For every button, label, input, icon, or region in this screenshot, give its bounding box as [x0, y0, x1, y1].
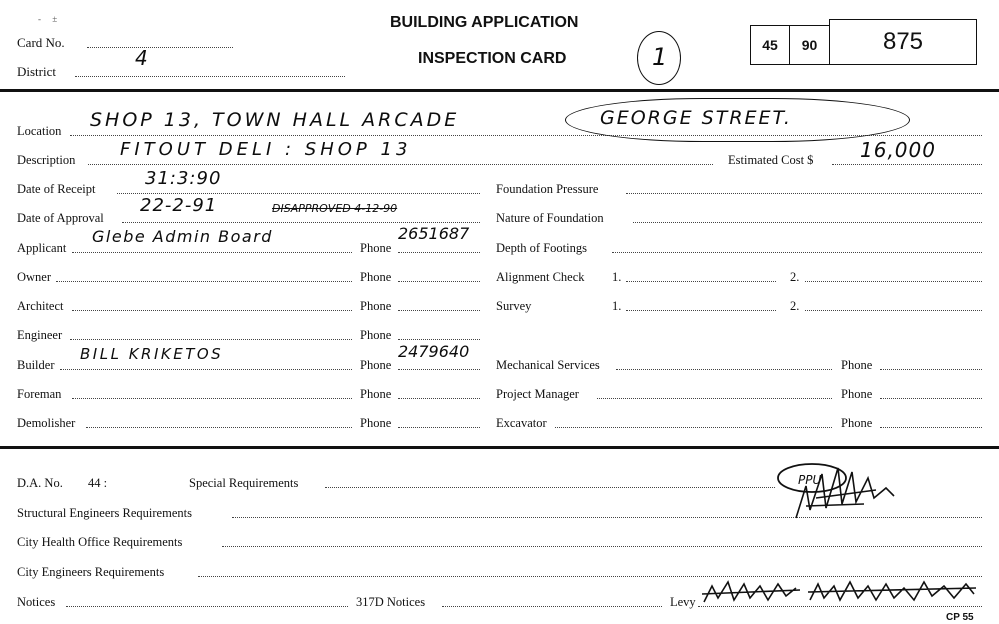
alignment-num-1: 1.	[612, 270, 622, 284]
location-label: Location	[17, 124, 62, 138]
card-box-2	[789, 25, 830, 65]
builder-phone-value: 2479640	[398, 342, 470, 361]
mechanical-phone-label: Phone	[841, 358, 873, 372]
estimated-cost-line	[832, 164, 982, 165]
district-label: District	[17, 64, 56, 79]
levy-scribble-1	[702, 582, 800, 602]
builder-phone-label: Phone	[360, 358, 392, 372]
title-line-2: INSPECTION CARD	[418, 50, 567, 67]
da-label: D.A. No.	[17, 476, 63, 490]
applicant-phone-value: 2651687	[398, 224, 470, 243]
card-box-3-text: 875	[882, 28, 924, 55]
description-line	[88, 164, 713, 165]
architect-label: Architect	[17, 299, 64, 313]
notices-label: Notices	[17, 595, 56, 609]
architect-line	[72, 310, 352, 311]
title-line-1: BUILDING APPLICATION	[390, 14, 579, 31]
foreman-phone-label: Phone	[360, 387, 392, 401]
date-approval-line	[122, 222, 480, 223]
levy-scribble-2	[808, 582, 976, 600]
alignment-num-2: 2.	[790, 270, 800, 284]
foreman-label: Foreman	[17, 387, 62, 401]
alignment-line-2	[805, 281, 982, 282]
survey-num-1: 1.	[612, 299, 622, 313]
project-manager-line	[597, 398, 832, 399]
project-manager-phone-line	[880, 398, 982, 399]
structural-line	[232, 517, 982, 518]
applicant-line	[72, 252, 352, 253]
foundation-pressure-line	[626, 193, 982, 194]
date-receipt-label: Date of Receipt	[17, 182, 96, 196]
date-receipt-value: 31:3:90	[145, 168, 222, 189]
notices-317d-label: 317D Notices	[356, 595, 426, 609]
applicant-label: Applicant	[17, 241, 67, 255]
owner-line	[56, 281, 352, 282]
location-value: SHOP 13, TOWN HALL ARCADE	[90, 109, 460, 131]
card-box-3	[829, 19, 977, 65]
alignment-check-label: Alignment Check	[496, 270, 585, 284]
survey-num-2: 2.	[790, 299, 800, 313]
levy-label: Levy	[670, 595, 696, 609]
header-scribble: - ±	[38, 14, 58, 24]
survey-line-2	[805, 310, 982, 311]
date-receipt-line	[117, 193, 480, 194]
survey-line-1	[626, 310, 776, 311]
date-approval-struck: DISAPPROVED 4-12-90	[272, 202, 398, 215]
health-label: City Health Office Requirements	[17, 535, 183, 549]
foreman-phone-line	[398, 398, 480, 399]
applicant-phone-label: Phone	[360, 241, 392, 255]
date-approval-label: Date of Approval	[17, 211, 104, 225]
builder-value: BILL KRIKETOS	[80, 345, 224, 363]
owner-phone-line	[398, 281, 480, 282]
demolisher-line	[86, 427, 352, 428]
description-value: FITOUT DELI : SHOP 13	[120, 139, 412, 160]
excavator-line	[555, 427, 832, 428]
engineer-label: Engineer	[17, 328, 63, 342]
card-no-line	[87, 47, 233, 48]
architect-phone-label: Phone	[360, 299, 392, 313]
nature-foundation-label: Nature of Foundation	[496, 211, 604, 225]
city-engineers-label: City Engineers Requirements	[17, 565, 165, 579]
nature-foundation-line	[633, 222, 982, 223]
project-manager-phone-label: Phone	[841, 387, 873, 401]
depth-footings-line	[612, 252, 982, 253]
project-manager-label: Project Manager	[496, 387, 579, 401]
notices-line	[66, 606, 348, 607]
engineer-line	[70, 339, 352, 340]
demolisher-phone-line	[398, 427, 480, 428]
excavator-phone-line	[880, 427, 982, 428]
form-code: CP 55	[946, 612, 974, 623]
structural-label: Structural Engineers Requirements	[17, 506, 192, 520]
foreman-line	[72, 398, 352, 399]
card-box-1-text: 45	[762, 37, 778, 53]
card-no-label: Card No.	[17, 35, 65, 50]
date-approval-value: 22-2-91	[140, 195, 218, 216]
builder-line	[60, 369, 352, 370]
depth-footings-label: Depth of Footings	[496, 241, 587, 255]
demolisher-phone-label: Phone	[360, 416, 392, 430]
health-line	[222, 546, 982, 547]
circled-number: 1	[652, 43, 669, 71]
levy-signatures	[700, 572, 980, 608]
card-box-1	[750, 25, 790, 65]
demolisher-label: Demolisher	[17, 416, 76, 430]
architect-phone-line	[398, 310, 480, 311]
mechanical-phone-line	[880, 369, 982, 370]
excavator-label: Excavator	[496, 416, 547, 430]
district-line	[75, 76, 345, 77]
special-requirements-label: Special Requirements	[189, 476, 299, 490]
district-value: 4	[135, 46, 149, 70]
owner-label: Owner	[17, 270, 52, 284]
special-requirements-line	[325, 487, 775, 488]
estimated-cost-value: 16,000	[860, 138, 936, 162]
excavator-phone-label: Phone	[841, 416, 873, 430]
mechanical-services-label: Mechanical Services	[496, 358, 600, 372]
foundation-pressure-label: Foundation Pressure	[496, 182, 599, 196]
mid-divider	[0, 446, 999, 449]
notices-317d-line	[442, 606, 662, 607]
engineer-phone-line	[398, 339, 480, 340]
stamp-text: PPU	[798, 473, 822, 487]
mechanical-services-line	[616, 369, 832, 370]
applicant-value: Glebe Admin Board	[92, 227, 273, 246]
header-divider	[0, 89, 999, 92]
engineer-phone-label: Phone	[360, 328, 392, 342]
description-label: Description	[17, 153, 76, 167]
builder-phone-line	[398, 369, 480, 370]
estimated-cost-label: Estimated Cost $	[728, 153, 814, 167]
location-extra: GEORGE STREET.	[600, 107, 792, 129]
owner-phone-label: Phone	[360, 270, 392, 284]
card-box-2-text: 90	[801, 37, 818, 53]
alignment-line-1	[626, 281, 776, 282]
approval-stamp-signature	[776, 458, 906, 522]
applicant-phone-line	[398, 252, 480, 253]
survey-label: Survey	[496, 299, 532, 313]
da-value: 44 :	[88, 476, 108, 490]
builder-label: Builder	[17, 358, 55, 372]
